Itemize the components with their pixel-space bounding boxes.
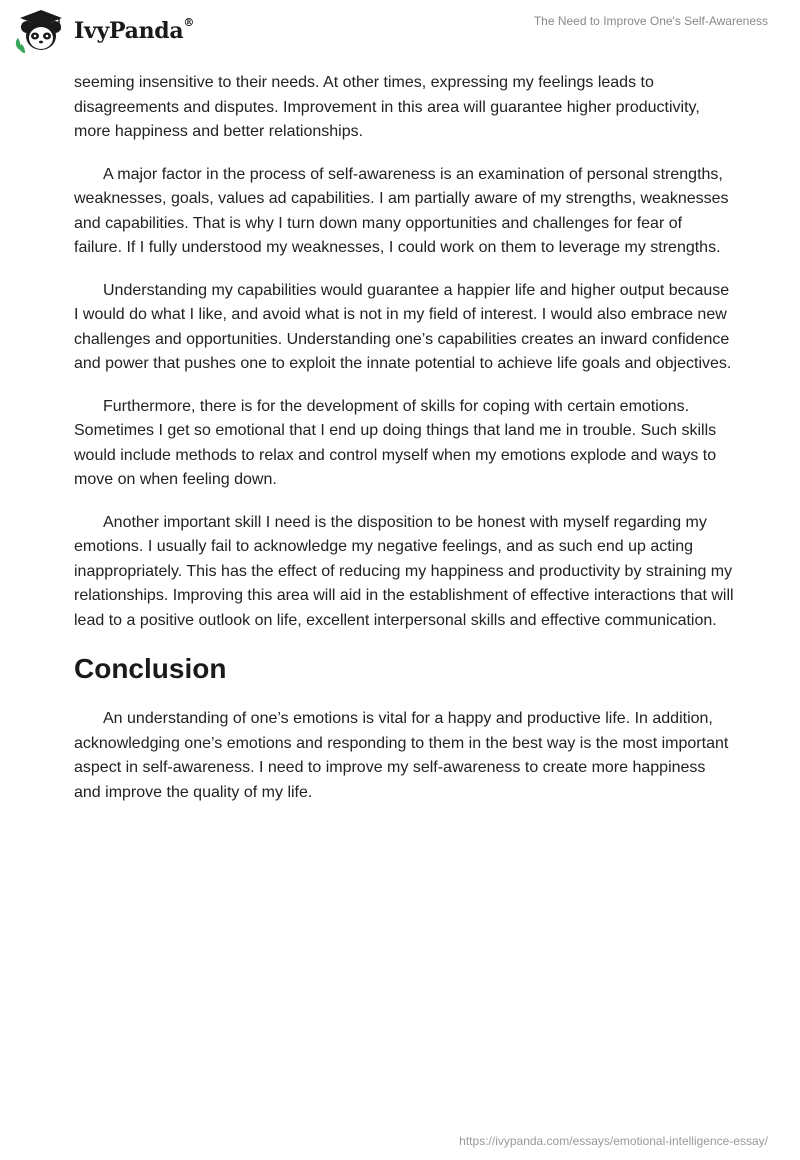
panda-graduate-icon	[14, 8, 68, 54]
page-header	[0, 0, 800, 70]
brand-name: IvyPanda®	[74, 16, 195, 44]
paragraph: Understanding my capabilities would guarantee a happier life and higher output because I would do what I like, and avoid what is not in my field of interest. I would also embrace new challenges and opportunities. Understanding one’s capabilities creates an inward confidence and power that pushes one to exploit the innate potential to achieve life goals and objectives.	[74, 281, 732, 372]
paragraph: Furthermore, there is for the development of skills for coping with certain emotions. Sometimes I get so emotional that I end up doing things that land me in trouble. Such skills would include methods to relax and control myself when my emotions explode and ways to move on when feeling down.	[74, 397, 717, 488]
site-logo[interactable]	[14, 8, 194, 54]
paragraph: Another important skill I need is the disposition to be honest with myself regarding my emotions. I usually fail to acknowledge my negative feelings, and as such end up acting inappropriately. This has the effect of reducing my happiness and productivity by straining my relationships. Improving this area will aid in the establishment of effective interactions that will lead to a positive outlook on life, excellent interpersonal skills and effective communication.	[74, 513, 734, 629]
source-url[interactable]: https://ivypanda.com/essays/emotional-intelligence-essay/	[459, 1134, 768, 1148]
paragraph: seeming insensitive to their needs. At other times, expressing my feelings leads to disagreements and disputes. Improvement in this area will guarantee higher productivity, more happiness and better relationships.	[74, 74, 700, 140]
conclusion-heading: Conclusion	[74, 653, 227, 684]
document-title: The Need to Improve One's Self-Awareness	[533, 14, 768, 28]
essay-content	[74, 71, 734, 823]
conclusion-paragraph: An understanding of one’s emotions is vital for a happy and productive life. In addition, acknowledging one’s emotions and responding to them in the best way is the most important aspect in self-awareness. I need to improve my self-awareness to create more happiness and improve the quality of my life.	[74, 710, 729, 801]
paragraph: A major factor in the process of self-awareness is an examination of personal strengths, weaknesses, goals, values ad capabilities. I am partially aware of my strengths, weaknesses and capabilities. That is why I turn down many opportunities and challenges for fear of failure. If I fully understood my weaknesses, I could work on them to leverage my strengths.	[74, 165, 729, 256]
